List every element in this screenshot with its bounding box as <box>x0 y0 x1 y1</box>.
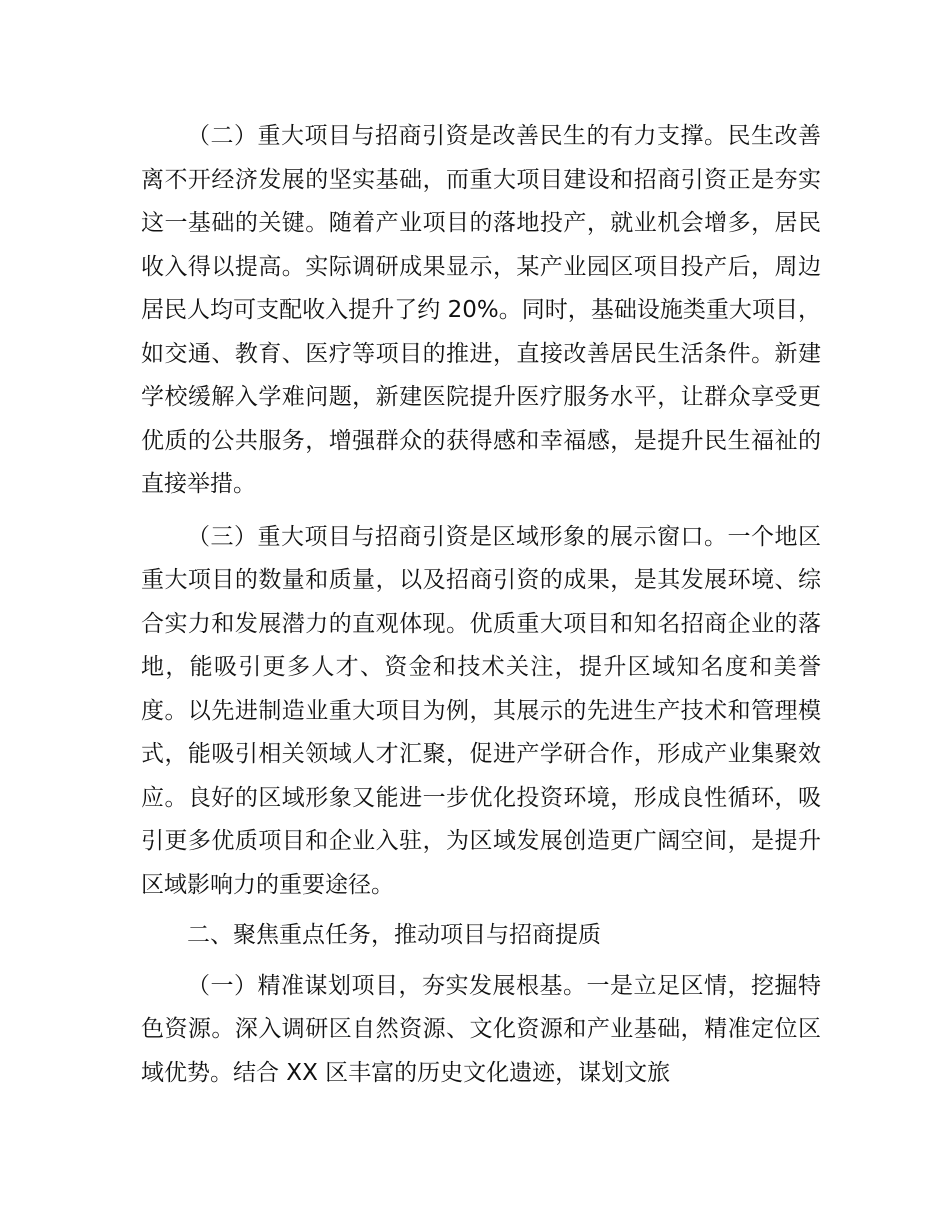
paragraph-regional-image: （三）重大项目与招商引资是区域形象的展示窗口。一个地区重大项目的数量和质量，以及招商引资的成果，是其发展环境、综合实力和发展潜力的直观体现。优质重大项目和知名招商企业的落地，能吸引更多人才、资金和技术关注，提升区域知名度和美誉度。以先进制造业重大项目为例，其展示的先进生产技术和管理模式，能吸引相关领域人才汇聚，促进产学研合作，形成产业集聚效应。良好的区域形象又能进一步优化投资环境，形成良性循环，吸引更多优质项目和企业入驻，为区域发展创造更广阔空间，是提升区域影响力的重要途径。 <box>141 523 821 898</box>
document-body <box>141 115 821 1095</box>
section-heading-key-tasks: 二、聚焦重点任务，推动项目与招商提质 <box>187 922 601 948</box>
paragraph-livelihood-support: （二）重大项目与招商引资是改善民生的有力支撑。民生改善离不开经济发展的坚实基础，而重大项目建设和招商引资正是夯实这一基础的关键。随着产业项目的落地投产，就业机会增多，居民收入得以提高。实际调研成果显示，某产业园区项目投产后，周边居民人均可支配收入提升了约 20%。同时，基础设施类重大项目，如交通、教育、医疗等项目的推进，直接改善居民生活条件。新建学校缓解入学难问题，新建医院提升医疗服务水平，让群众享受更优质的公共服务，增强群众的获得感和幸福感，是提升民生福祉的直接举措。 <box>141 123 821 497</box>
paragraph-precise-planning: （一）精准谋划项目，夯实发展根基。一是立足区情，挖掘特色资源。深入调研区自然资源、文化资源和产业基础，精准定位区域优势。结合 XX 区丰富的历史文化遗迹，谋划文旅 <box>141 972 821 1086</box>
